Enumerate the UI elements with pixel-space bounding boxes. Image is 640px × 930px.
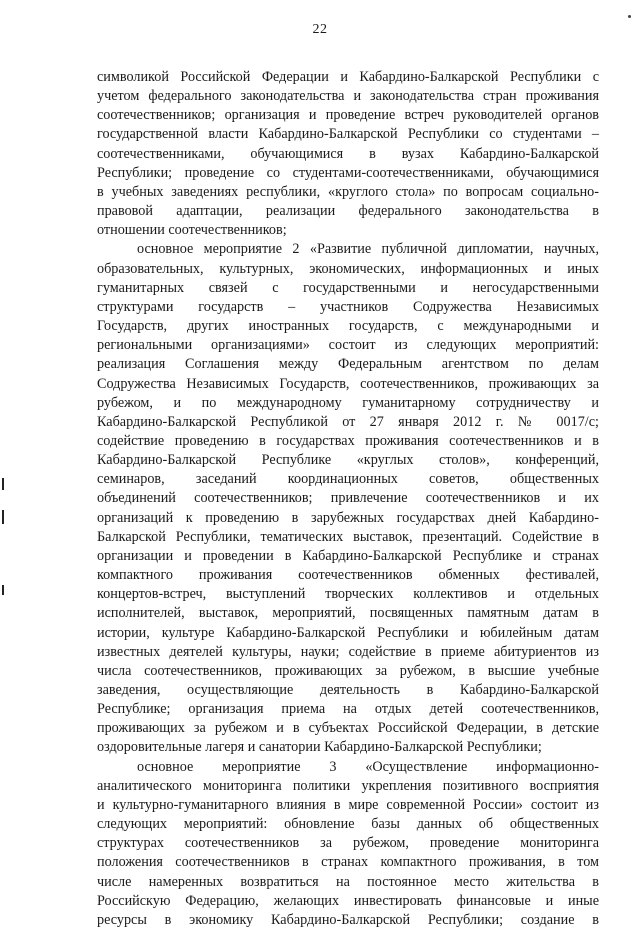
text-line: числа соотечественников, проживающих за рубежом, в высшие учебные [97,662,599,679]
text-line: аналитического мониторинга политики укрепления позитивного восприятия [97,777,599,794]
scan-edge-mark [2,510,4,524]
text-line: компактного проживания соотечественников обменных фестивалей, [97,567,599,584]
text-line: оздоровительные лагеря и санатории Кабардино-Балкарской Республики; [97,739,542,756]
text-line: учетом федерального законодательства и законодательства стран проживания [97,88,599,105]
text-line: рубежом, и по международному гуманитарному сотрудничеству и [97,394,599,411]
text-line: Республике; организация приема на отдых детей соотечественников, [97,701,599,718]
scan-edge-mark [2,478,4,490]
text-line: положения соотечественников в странах компактного проживания, в том [97,854,599,871]
text-line: объединений соотечественников; привлечение соотечественников и их [97,490,599,507]
text-line: организаций к проведению в зарубежных государствах дней Кабардино- [97,509,599,526]
text-line: семинаров, заседаний координационных советов, общественных [97,471,599,488]
text-line: основное мероприятие 2 «Развитие публичной дипломатии, научных, [137,241,599,258]
text-line: Государств, других иностранных государств, с международными и [97,318,599,335]
text-line: государственной власти Кабардино-Балкарской Республики со студентами – [97,126,599,143]
text-line: концертов-встреч, выступлений творческих коллективов и отдельных [97,586,599,603]
text-line: Республики; проведение со студентами-соотечественниками, обучающимися [97,164,599,181]
text-line: ресурсы в экономику Кабардино-Балкарской Республики; создание в [97,911,599,928]
text-line: Балкарской Республики, тематических выставок, презентаций. Содействие в [97,528,599,545]
text-line: Кабардино-Балкарской Республикой от 27 января 2012 г. № 0017/с; [97,413,599,430]
text-line: Российскую Федерацию, желающих инвестировать финансовые и иные [97,892,599,909]
document-body [97,68,599,930]
text-line: правовой адаптации, реализации федерального законодательства в [97,203,599,220]
scan-edge-mark [2,585,4,595]
text-line: соотечественников; организация и проведение встреч руководителей органов [97,107,599,124]
paragraph-2 [97,240,599,757]
text-line: истории, культуре Кабардино-Балкарской Республики и юбилейным датам [97,624,599,641]
text-line: заведения, осуществляющие деятельность в Кабардино-Балкарской [97,682,599,698]
paragraph-3 [97,758,599,930]
text-line: Содружества Независимых Государств, соотечественников, проживающих за [97,375,599,392]
page-number: 22 [312,22,328,37]
text-line: соотечественниками, обучающимися в вузах Кабардино-Балкарской [97,145,599,162]
text-line: региональными организациями» состоит из следующих мероприятий: [97,337,599,354]
paragraph-1 [97,68,599,240]
text-line: известных деятелей культуры, науки; содействие в приеме абитуриентов из [97,643,599,660]
text-line: отношении соотечественников; [97,222,287,239]
text-line: проживающих за рубежом и в субъектах Российской Федерации, в детские [97,720,599,737]
text-line: числе намеренных возвратиться на постоянное место жительства в [97,873,599,890]
text-line: содействие проведению в государствах проживания соотечественников и в [97,432,599,449]
text-line: и культурно-гуманитарного влияния в мире современной России» состоит из [97,796,599,813]
text-line: в учебных заведениях республики, «круглого стола» по вопросам социально- [97,183,599,200]
scan-dot [628,15,631,18]
text-line: организации и проведении в Кабардино-Балкарской Республике и странах [97,547,599,564]
text-line: исполнителей, выставок, мероприятий, посвященных памятным датам в [97,605,599,622]
text-line: структурах соотечественников за рубежом, проведение мониторинга [97,835,599,852]
text-line: образовательных, культурных, экономических, информационных и иных [97,260,599,277]
text-line: следующих мероприятий: обновление базы данных об общественных [97,816,599,833]
text-line: основное мероприятие 3 «Осуществление информационно- [137,758,599,775]
text-line: гуманитарных связей с государственными и негосударственными [97,279,599,296]
text-line: Кабардино-Балкарской Республике «круглых столов», конференций, [97,452,599,469]
text-line: реализация Соглашения между Федеральным агентством по делам [97,356,599,373]
text-line: структурами государств – участников Содружества Независимых [97,298,599,315]
text-line: символикой Российской Федерации и Кабардино-Балкарской Республики с [97,69,599,85]
